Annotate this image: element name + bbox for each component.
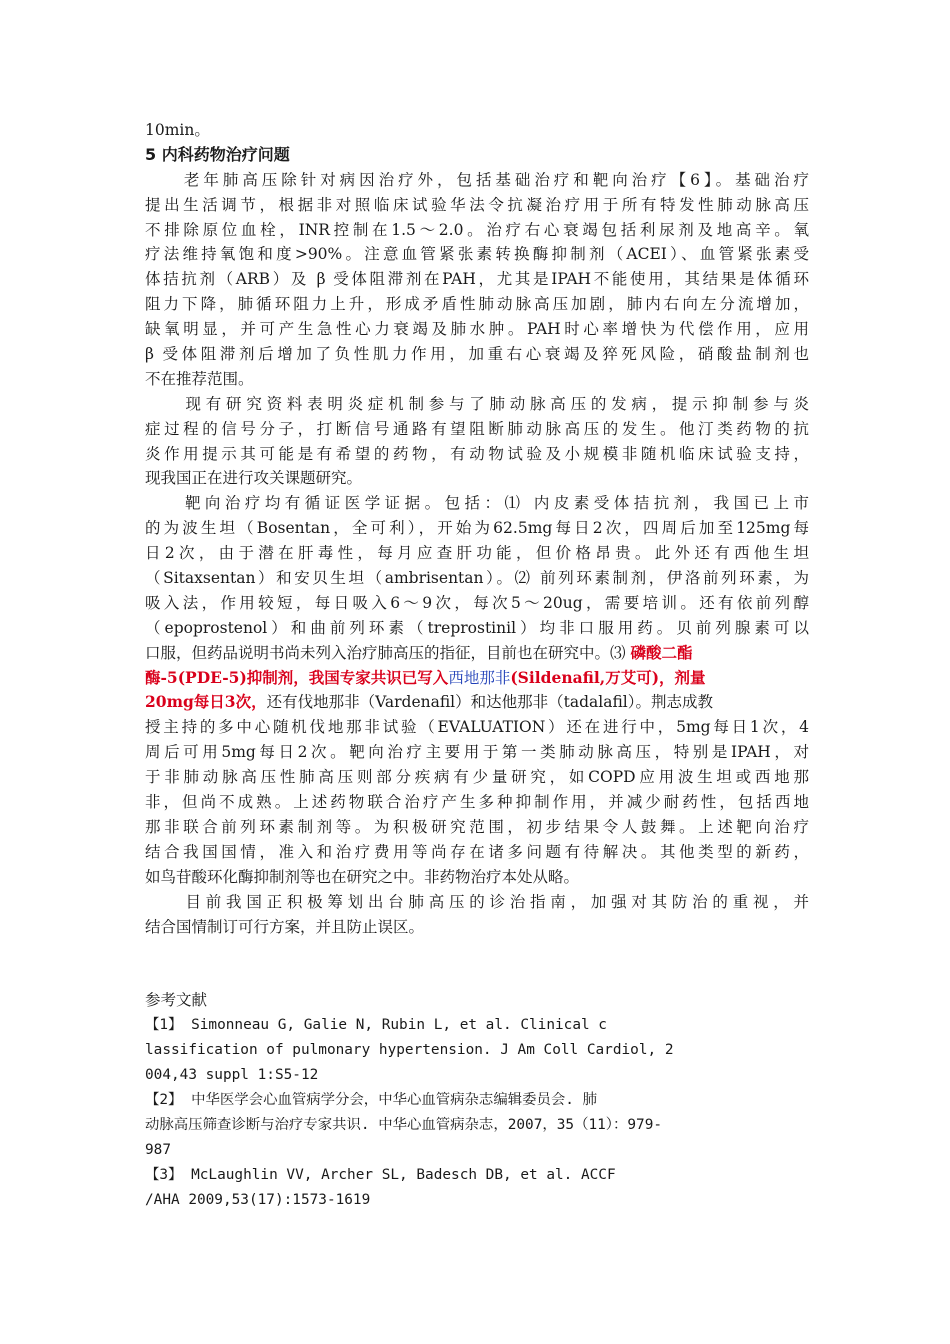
text-line xyxy=(145,641,809,666)
paragraph-3 xyxy=(145,491,809,889)
text-line: 现我国正在进行攻关课题研究。 xyxy=(145,469,363,488)
text-span: 还有伐地那非（Vardenafil）和达他那非（tadalafil）。荆志成教 xyxy=(266,693,714,712)
intro-line: 10min。 xyxy=(145,121,210,139)
document-page xyxy=(145,118,809,1212)
text-line: 987 xyxy=(145,1141,171,1158)
text-line: 如鸟苷酸环化酶抑制剂等也在研究之中。非药物治疗本处从略。 xyxy=(145,867,580,886)
text-line: lassification of pulmonary hypertension. J Am Coll Cardiol, 2 xyxy=(145,1042,674,1059)
text-line: 非，但尚不成熟。上述药物联合治疗产生多种抑制作用，并减少耐药性，包括西地 xyxy=(145,793,809,812)
spacer xyxy=(145,939,809,988)
references-heading: 参考文献 xyxy=(145,991,208,1010)
text-line: 缺氧明显，并可产生急性心力衰竭及肺水肿。PAH时心率增快为代偿作用，应用 xyxy=(145,320,809,339)
reference-item xyxy=(145,1163,809,1213)
text-line: 日2次，由于潜在肝毒性，每月应查肝功能，但价格昂贵。此外还有西他生坦 xyxy=(145,544,809,563)
text-line: 不排除原位血栓，INR控制在1.5～2.0。治疗右心衰竭包括利尿剂及地高辛。氧 xyxy=(145,220,809,239)
text-line: 于非肺动脉高压性肺高压则部分疾病有少量研究，如COPD应用波生坦或西地那 xyxy=(145,768,809,787)
text-line: 阻力下降，肺循环阻力上升，形成矛盾性肺动脉高压加剧，肺内右向左分流增加， xyxy=(145,295,809,314)
text-line: /AHA 2009,53(17):1573-1619 xyxy=(145,1191,371,1208)
text-line: β 受体阻滞剂后增加了负性肌力作用，加重右心衰竭及猝死风险，硝酸盐制剂也 xyxy=(145,345,809,364)
text-line: 老年肺高压除针对病因治疗外，包括基础治疗和靶向治疗【6】。基础治疗 xyxy=(145,170,809,189)
text-line: 疗法维持氧饱和度>90%。注意血管紧张素转换酶抑制剂（ACEI）、血管紧张素受 xyxy=(145,245,809,264)
paragraph-2 xyxy=(145,392,809,492)
paragraph-1 xyxy=(145,168,809,392)
text-line: 动脉高压筛查诊断与治疗专家共识. 中华心血管病杂志，2007，35（11）：979- xyxy=(145,1116,663,1133)
text-line: 提出生活调节，根据非对照临床试验华法令抗凝治疗用于所有特发性肺动脉高压 xyxy=(145,195,809,214)
highlight-red: 磷酸二酯 xyxy=(630,642,693,662)
text-line: 结合我国国情，准入和治疗费用等尚存在诸多问题有待解决。其他类型的新药， xyxy=(145,842,809,861)
text-line: 【3】 McLaughlin VV, Archer SL, Badesch DB, et al. ACCF xyxy=(145,1166,616,1183)
text-line: 体拮抗剂（ARB）及 β 受体阻滞剂在PAH，尤其是IPAH不能使用，其结果是体循环 xyxy=(145,270,809,289)
highlight-blue: 西地那非 xyxy=(448,668,511,687)
text-line: 目前我国正积极筹划出台肺高压的诊治指南，加强对其防治的重视，并 xyxy=(145,892,809,911)
text-line: （Sitaxsentan）和安贝生坦（ambrisentan）。⑵ 前列环素制剂，伊洛前列环素，为 xyxy=(145,569,809,588)
highlight-red: 酶-5(PDE-5)抑制剂，我国专家共识已写入 xyxy=(145,667,449,687)
text-line: 结合国情制订可行方案，并且防止误区。 xyxy=(145,917,425,936)
paragraph-4 xyxy=(145,890,809,940)
text-line: 【1】 Simonneau G, Galie N, Rubin L, et al. Clinical c xyxy=(145,1017,607,1034)
text-line xyxy=(145,666,809,691)
text-line: 靶向治疗均有循证医学证据。包括：⑴ 内皮素受体拮抗剂，我国已上市 xyxy=(145,494,809,513)
text-line: 的为波生坦（Bosentan，全可利），开始为62.5mg每日2次，四周后加至125mg每 xyxy=(145,519,809,538)
text-line: 那非联合前列环素制剂等。为积极研究范围，初步结果令人鼓舞。上述靶向治疗 xyxy=(145,817,809,836)
text-line: 周后可用5mg每日2次。靶向治疗主要用于第一类肺动脉高压，特别是IPAH，对 xyxy=(145,743,809,762)
text-line: 症过程的信号分子，打断信号通路有望阻断肺动脉高压的发生。他汀类药物的抗 xyxy=(145,419,809,438)
reference-list xyxy=(145,1013,809,1212)
reference-item xyxy=(145,1088,809,1163)
reference-item xyxy=(145,1013,809,1088)
text-line: 炎作用提示其可能是有希望的药物，有动物试验及小规模非随机临床试验支持， xyxy=(145,444,809,463)
text-line: 授主持的多中心随机伐地那非试验（EVALUATION）还在进行中，5mg每日1次，4 xyxy=(145,718,809,737)
text-line xyxy=(145,690,809,715)
highlight-red: (Sildenafil,万艾可)，剂量 xyxy=(510,667,706,687)
text-line: 现有研究资料表明炎症机制参与了肺动脉高压的发病，提示抑制参与炎 xyxy=(145,394,809,413)
text-span: 口服，但药品说明书尚未列入治疗肺高压的指征，目前也在研究中。⑶ xyxy=(145,643,631,662)
text-line: 不在推荐范围。 xyxy=(145,369,254,388)
text-line: 【2】 中华医学会心血管病学分会，中华心血管病杂志编辑委员会. 肺 xyxy=(145,1091,597,1108)
text-line: 004,43 suppl 1:S5-12 xyxy=(145,1067,319,1084)
text-line: （epoprostenol）和曲前列环素（treprostinil）均非口服用药。贝前列腺素可以 xyxy=(145,618,809,637)
highlight-red: 20mg每日3次， xyxy=(145,692,267,712)
section-heading: 5 内科药物治疗问题 xyxy=(145,144,290,164)
text-line: 吸入法，作用较短，每日吸入6～9次，每次5～20ug，需要培训。还有依前列醇 xyxy=(145,593,809,612)
